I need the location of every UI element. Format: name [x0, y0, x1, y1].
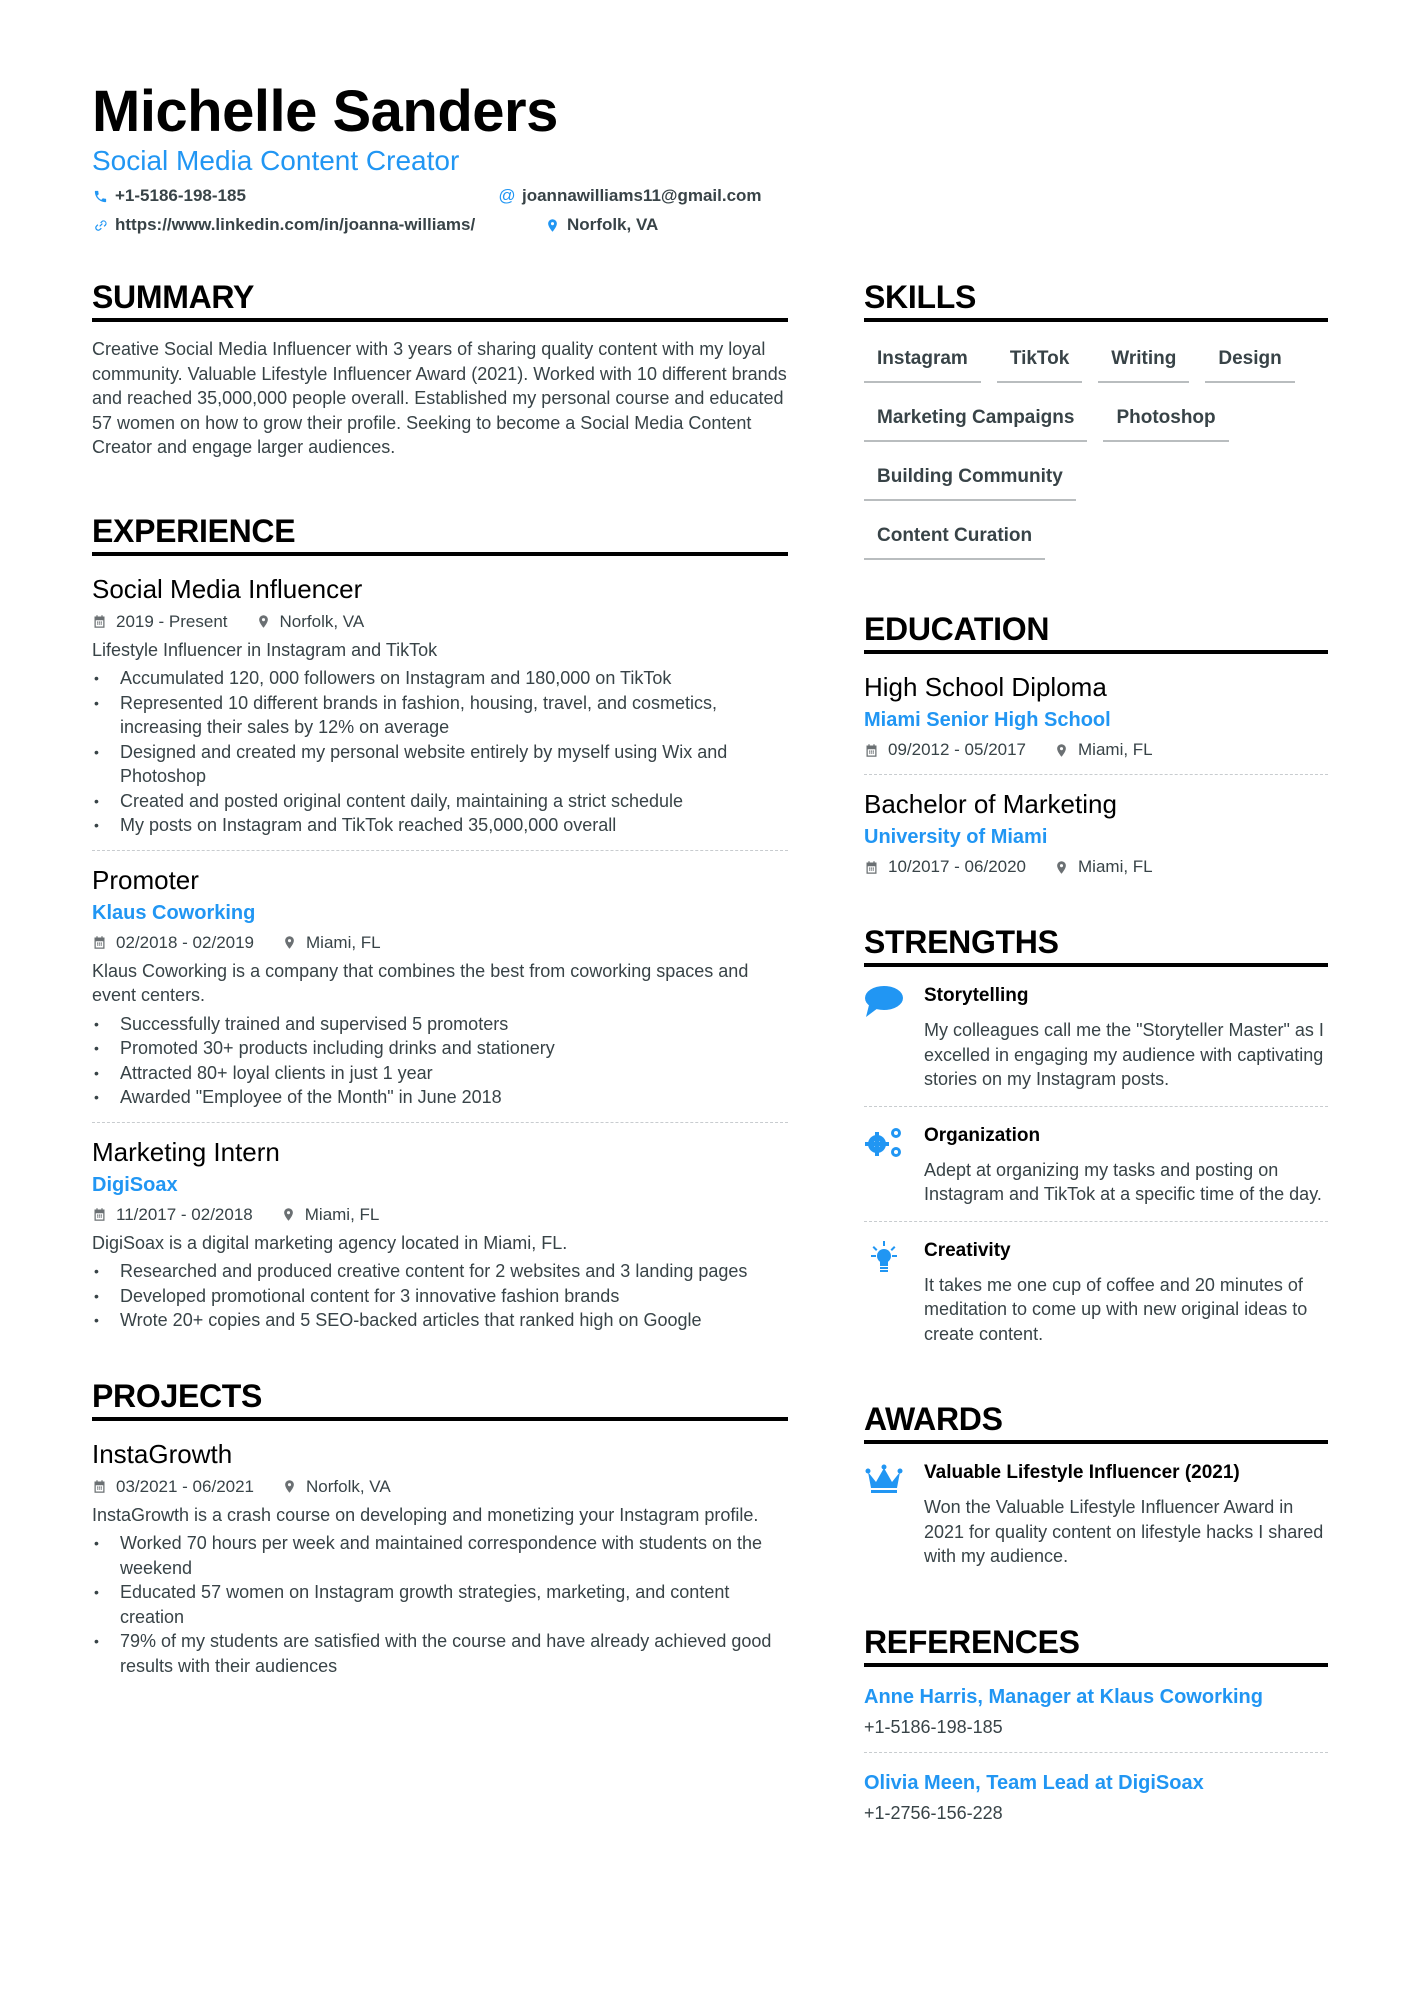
- experience-entry: [92, 1122, 788, 1333]
- experience-entry: [92, 850, 788, 1110]
- skill-tag: Design: [1205, 340, 1294, 383]
- candidate-name: Michelle Sanders: [92, 79, 558, 144]
- section-heading-awards: AWARDS: [864, 1400, 1328, 1444]
- section-heading-experience: EXPERIENCE: [92, 512, 788, 556]
- reference-name: Olivia Meen, Team Lead at DigiSoax: [864, 1771, 1204, 1794]
- section-heading-references: REFERENCES: [864, 1623, 1328, 1667]
- bullet-item: • Attracted 80+ loyal clients in just 1 year: [92, 1061, 788, 1086]
- section-heading-strengths: STRENGTHS: [864, 923, 1328, 967]
- project-entry: [92, 1421, 788, 1679]
- strength-title: Organization: [924, 1124, 1041, 1146]
- bullet-item: • Successfully trained and supervised 5 promoters: [92, 1012, 788, 1037]
- reference-phone: +1-2756-156-228: [864, 1802, 1003, 1823]
- reference-item: [864, 1752, 1328, 1838]
- location-pin-icon: [282, 1479, 297, 1494]
- gears-icon: [864, 1125, 904, 1159]
- education-dates: 10/2017 - 06/2020: [888, 857, 1027, 876]
- references-section: [864, 1623, 1328, 1838]
- bullet-item: • Accumulated 120, 000 followers on Instagram and 180,000 on TikTok: [92, 666, 788, 691]
- project-location: Norfolk, VA: [306, 1476, 391, 1496]
- reference-phone: +1-5186-198-185: [864, 1716, 1003, 1737]
- section-heading-projects: PROJECTS: [92, 1377, 788, 1421]
- left-column: [92, 278, 788, 1708]
- school-name: Miami Senior High School: [864, 709, 1111, 731]
- location-pin-icon: [256, 614, 271, 629]
- education-entry: [864, 654, 1328, 762]
- strength-description: Adept at organizing my tasks and posting on Instagram and TikTok at a specific time of the day.: [924, 1159, 1322, 1204]
- phone-text: +1-5186-198-185: [115, 186, 246, 205]
- project-title: InstaGrowth: [92, 1438, 233, 1469]
- degree-title: High School Diploma: [864, 672, 1107, 702]
- location-pin-icon: [282, 935, 297, 950]
- skill-tag: Photoshop: [1103, 399, 1228, 442]
- job-description: Lifestyle Influencer in Instagram and TikTok: [92, 639, 438, 660]
- contact-phone: [92, 185, 246, 207]
- speech-bubble-icon: [864, 985, 904, 1019]
- project-description: InstaGrowth is a crash course on developing and monetizing your Instagram profile.: [92, 1504, 759, 1525]
- job-location: Miami, FL: [304, 1204, 380, 1224]
- education-entry: [864, 774, 1328, 879]
- bullet-item: • Promoted 30+ products including drinks and stationery: [92, 1036, 788, 1061]
- section-heading-skills: SKILLS: [864, 278, 1328, 322]
- contact-linkedin[interactable]: [92, 214, 475, 236]
- job-title: Marketing Intern: [92, 1136, 280, 1167]
- skill-tag: Content Curation: [864, 517, 1045, 560]
- summary-text: Creative Social Media Influencer with 3 years of sharing quality content with my loyal community. Valuable Lifestyle Influencer Award (2021). Worked with 10 different brands and reached 35,000,000 people overall. Established my personal course and educated 57 women on how to grow their profile. Seeking to become a Social Media Content Creator and engage larger audiences.: [92, 339, 787, 457]
- lightbulb-icon: [864, 1240, 904, 1274]
- degree-title: Bachelor of Marketing: [864, 789, 1117, 819]
- project-bullets: [92, 1531, 788, 1678]
- project-dates: 03/2021 - 06/2021: [116, 1476, 255, 1496]
- job-company: Klaus Coworking: [92, 901, 256, 924]
- strengths-section: [864, 923, 1328, 1360]
- calendar-icon: [92, 1479, 107, 1494]
- education-location: Miami, FL: [1078, 857, 1153, 876]
- phone-icon: [92, 188, 108, 204]
- contact-location: [544, 214, 658, 236]
- location-pin-icon: [1054, 860, 1069, 875]
- job-company: DigiSoax: [92, 1173, 178, 1196]
- bullet-item: • Developed promotional content for 3 innovative fashion brands: [92, 1284, 788, 1309]
- bullet-item: • Researched and produced creative content for 2 websites and 3 landing pages: [92, 1259, 788, 1284]
- bullet-item: • 79% of my students are satisfied with the course and have already achieved good results with their audiences: [92, 1629, 788, 1678]
- skill-tag: Instagram: [864, 340, 981, 383]
- strength-item: [864, 1106, 1328, 1221]
- strength-description: It takes me one cup of coffee and 20 minutes of meditation to come up with new original ideas to create content.: [924, 1274, 1308, 1344]
- strength-item: [864, 1221, 1328, 1361]
- bullet-item: • My posts on Instagram and TikTok reached 35,000,000 overall: [92, 813, 788, 838]
- calendar-icon: [864, 860, 879, 875]
- job-description: Klaus Coworking is a company that combines the best from coworking spaces and event centers.: [92, 960, 749, 1005]
- contact-email[interactable]: [499, 185, 762, 207]
- job-dates: 02/2018 - 02/2019: [116, 932, 255, 952]
- link-icon: [92, 217, 108, 233]
- job-bullets: [92, 1012, 788, 1110]
- bullet-item: • Awarded "Employee of the Month" in June 2018: [92, 1085, 788, 1110]
- email-text: joannawilliams11@gmail.com: [522, 186, 762, 205]
- award-description: Won the Valuable Lifestyle Influencer Award in 2021 for quality content on lifestyle hacks I shared with my audience.: [924, 1497, 1324, 1566]
- strength-title: Creativity: [924, 1239, 1011, 1261]
- skills-list: [864, 340, 1328, 560]
- job-bullets: [92, 666, 788, 838]
- job-location: Miami, FL: [306, 932, 381, 952]
- school-name: University of Miami: [864, 826, 1048, 848]
- skill-tag: TikTok: [997, 340, 1082, 383]
- location-pin-icon: [544, 217, 560, 233]
- job-title: Promoter: [92, 864, 199, 895]
- job-dates: 11/2017 - 02/2018: [116, 1204, 253, 1224]
- section-heading-summary: SUMMARY: [92, 278, 788, 322]
- reference-item: [864, 1667, 1328, 1752]
- strength-title: Storytelling: [924, 985, 1029, 1006]
- projects-section: [92, 1377, 788, 1679]
- calendar-icon: [92, 1207, 107, 1222]
- skills-section: [864, 278, 1328, 560]
- strength-description: My colleagues call me the "Storyteller Master" as I excelled in engaging my audience with captivating stories on my Instagram posts.: [924, 1020, 1324, 1089]
- education-section: [864, 610, 1328, 879]
- bullet-item: • Created and posted original content daily, maintaining a strict schedule: [92, 789, 788, 814]
- location-pin-icon: [281, 1207, 296, 1222]
- calendar-icon: [864, 743, 879, 758]
- bullet-item: • Educated 57 women on Instagram growth strategies, marketing, and content creation: [92, 1580, 788, 1629]
- location-text: Norfolk, VA: [567, 215, 659, 234]
- job-dates: 2019 - Present: [116, 611, 228, 631]
- skill-tag: Marketing Campaigns: [864, 399, 1087, 442]
- bullet-item: • Worked 70 hours per week and maintained correspondence with students on the weekend: [92, 1531, 788, 1580]
- section-heading-education: EDUCATION: [864, 610, 1328, 654]
- right-column: [864, 278, 1328, 1868]
- calendar-icon: [92, 935, 107, 950]
- experience-entry: [92, 556, 788, 838]
- crown-icon: [864, 1462, 904, 1496]
- location-pin-icon: [1054, 743, 1069, 758]
- experience-section: [92, 512, 788, 1333]
- job-meta: [92, 931, 788, 955]
- summary-section: [92, 278, 788, 460]
- award-title: Valuable Lifestyle Influencer (2021): [924, 1462, 1240, 1483]
- job-meta: [92, 610, 788, 634]
- education-meta: [864, 738, 1328, 762]
- calendar-icon: [92, 614, 107, 629]
- strength-item: [864, 967, 1328, 1106]
- job-description: DigiSoax is a digital marketing agency located in Miami, FL.: [92, 1232, 568, 1253]
- bullet-item: • Represented 10 different brands in fashion, housing, travel, and cosmetics, increasing their sales by 12% on average: [92, 691, 788, 740]
- job-bullets: [92, 1259, 788, 1333]
- bullet-item: • Designed and created my personal website entirely by myself using Wix and Photoshop: [92, 740, 788, 789]
- award-item: [864, 1444, 1328, 1583]
- education-meta: [864, 855, 1328, 879]
- reference-name: Anne Harris, Manager at Klaus Coworking: [864, 1685, 1263, 1708]
- job-title: Social Media Influencer: [92, 573, 363, 604]
- skill-tag: Writing: [1098, 340, 1189, 383]
- education-dates: 09/2012 - 05/2017: [888, 740, 1027, 759]
- candidate-title: Social Media Content Creator: [92, 145, 460, 176]
- project-meta: [92, 1475, 788, 1499]
- at-icon: @: [498, 186, 516, 205]
- job-meta: [92, 1203, 788, 1227]
- linkedin-text: https://www.linkedin.com/in/joanna-williams/: [115, 215, 476, 234]
- skill-tag: Building Community: [864, 458, 1076, 501]
- education-location: Miami, FL: [1078, 740, 1153, 759]
- awards-section: [864, 1400, 1328, 1583]
- bullet-item: • Wrote 20+ copies and 5 SEO-backed articles that ranked high on Google: [92, 1308, 788, 1333]
- job-location: Norfolk, VA: [279, 611, 365, 631]
